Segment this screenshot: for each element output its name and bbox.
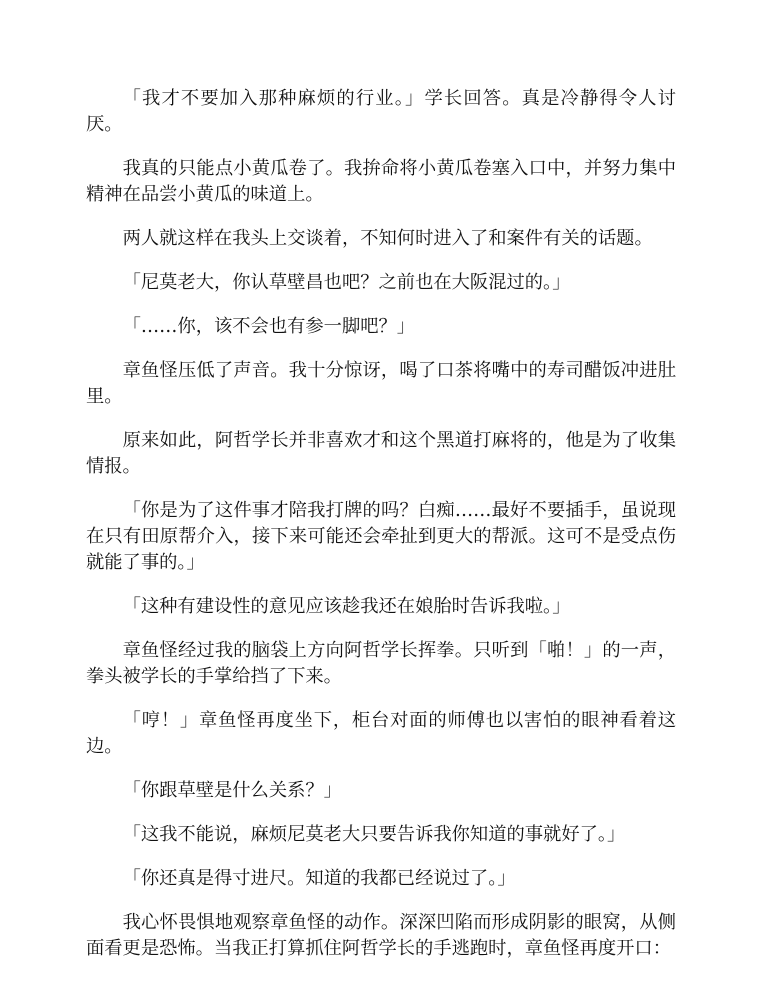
paragraph: 「这我不能说，麻烦尼莫老大只要告诉我你知道的事就好了。」 (122, 824, 626, 845)
paragraph: 「你还真是得寸进尺。知道的我都已经说过了。」 (122, 868, 516, 889)
paragraph: 我心怀畏惧地观察章鱼怪的动作。深深凹陷而形成阴影的眼窝，从侧面看更是恐怖。当我正打算抓住阿哲学长的手逃跑时，章鱼怪再度开口： (86, 912, 676, 959)
paragraph: 「你跟草壁是什么关系？」 (122, 780, 342, 801)
paragraph: 「……你，该不会也有参一脚吧？」 (122, 316, 416, 337)
paragraph: 「你是为了这件事才陪我打牌的吗？白痴……最好不要插手，虽说现在只有田原帮介入，接下来可能还会牵扯到更大的帮派。这可不是受点伤就能了事的。」 (86, 500, 676, 573)
paragraph: 两人就这样在我头上交谈着，不知何时进入了和案件有关的话题。 (122, 228, 653, 249)
paragraph: 章鱼怪压低了声音。我十分惊讶，喝了口茶将嘴中的寿司醋饭冲进肚里。 (86, 360, 676, 407)
paragraph: 「这种有建设性的意见应该趁我还在娘胎时告诉我啦。」 (122, 596, 571, 617)
paragraph: 「尼莫老大，你认草壁昌也吧？之前也在大阪混过的。」 (122, 272, 571, 293)
paragraph: 「哼！」章鱼怪再度坐下，柜台对面的师傅也以害怕的眼神看着这边。 (86, 710, 676, 757)
paragraph: 原来如此，阿哲学长并非喜欢才和这个黑道打麻将的，他是为了收集情报。 (86, 430, 676, 477)
paragraph: 我真的只能点小黄瓜卷了。我拚命将小黄瓜卷塞入口中，并努力集中精神在品尝小黄瓜的味道上。 (86, 158, 676, 205)
paragraph: 「我才不要加入那种麻烦的行业。」学长回答。真是冷静得令人讨厌。 (86, 88, 676, 135)
document-page (86, 86, 676, 980)
paragraph: 章鱼怪经过我的脑袋上方向阿哲学长挥拳。只听到「啪！」的一声，拳头被学长的手掌给挡了下来。 (86, 640, 676, 687)
